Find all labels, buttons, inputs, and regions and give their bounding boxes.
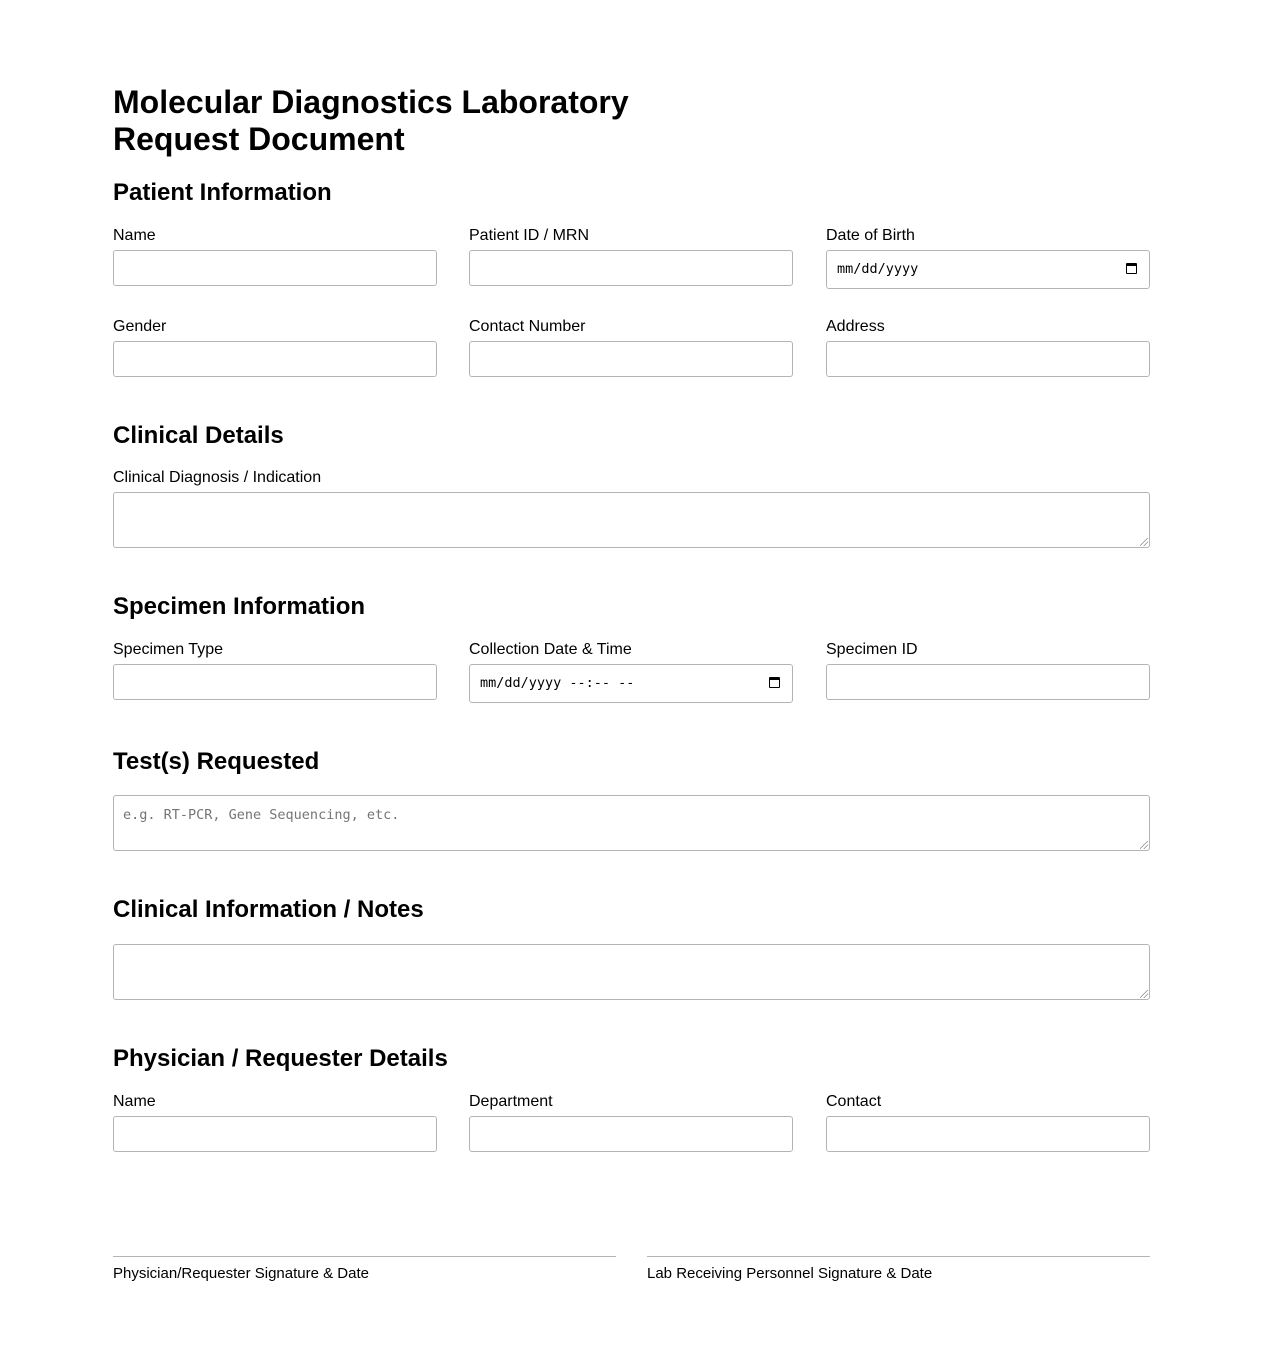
physician-contact-input[interactable]	[826, 1116, 1150, 1152]
patient-id-input[interactable]	[469, 250, 793, 286]
physician-name-label: Name	[113, 1093, 156, 1110]
patient-id-label: Patient ID / MRN	[469, 227, 590, 244]
document-title: Molecular Diagnostics Laboratory Request Document	[113, 84, 629, 157]
lab-signature-label: Lab Receiving Personnel Signature & Date	[647, 1265, 933, 1282]
date-of-birth-input[interactable]	[826, 250, 1150, 289]
specimen-id-label: Specimen ID	[826, 641, 918, 658]
resize-handle-icon[interactable]	[1140, 538, 1148, 546]
section-heading-tests-requested: Test(s) Requested	[113, 748, 320, 775]
contact-number-input[interactable]	[469, 341, 793, 377]
department-label: Department	[469, 1093, 553, 1110]
clinical-diagnosis-textarea[interactable]	[113, 492, 1150, 548]
patient-name-label: Name	[113, 227, 156, 244]
address-label: Address	[826, 318, 885, 335]
department-input[interactable]	[469, 1116, 793, 1152]
gender-input[interactable]	[113, 341, 437, 377]
section-heading-patient-information: Patient Information	[113, 179, 332, 206]
patient-name-input[interactable]	[113, 250, 437, 286]
specimen-type-label: Specimen Type	[113, 641, 223, 658]
section-heading-specimen-information: Specimen Information	[113, 593, 366, 620]
physician-signature-label: Physician/Requester Signature & Date	[113, 1265, 369, 1282]
clinical-diagnosis-label: Clinical Diagnosis / Indication	[113, 469, 322, 486]
date-of-birth-label: Date of Birth	[826, 227, 915, 244]
lab-signature-line	[647, 1256, 1150, 1257]
gender-label: Gender	[113, 318, 167, 335]
address-input[interactable]	[826, 341, 1150, 377]
resize-handle-icon[interactable]	[1140, 990, 1148, 998]
section-heading-clinical-notes: Clinical Information / Notes	[113, 896, 424, 923]
specimen-type-input[interactable]	[113, 664, 437, 700]
date-of-birth-placeholder: mm/dd/yyyy	[837, 261, 919, 277]
physician-signature-line	[113, 1256, 616, 1257]
physician-contact-label: Contact	[826, 1093, 882, 1110]
resize-handle-icon[interactable]	[1140, 841, 1148, 849]
clinical-notes-textarea[interactable]	[113, 944, 1150, 1000]
section-heading-clinical-details: Clinical Details	[113, 422, 284, 449]
calendar-icon[interactable]	[1126, 263, 1137, 274]
tests-requested-placeholder: e.g. RT-PCR, Gene Sequencing, etc.	[123, 807, 400, 823]
contact-number-label: Contact Number	[469, 318, 586, 335]
collection-datetime-input[interactable]	[469, 664, 793, 703]
collection-datetime-placeholder: mm/dd/yyyy --:-- --	[480, 675, 635, 691]
physician-name-input[interactable]	[113, 1116, 437, 1152]
collection-datetime-label: Collection Date & Time	[469, 641, 632, 658]
specimen-id-input[interactable]	[826, 664, 1150, 700]
calendar-icon[interactable]	[769, 677, 780, 688]
section-heading-physician-details: Physician / Requester Details	[113, 1045, 448, 1072]
tests-requested-textarea[interactable]	[113, 795, 1150, 851]
